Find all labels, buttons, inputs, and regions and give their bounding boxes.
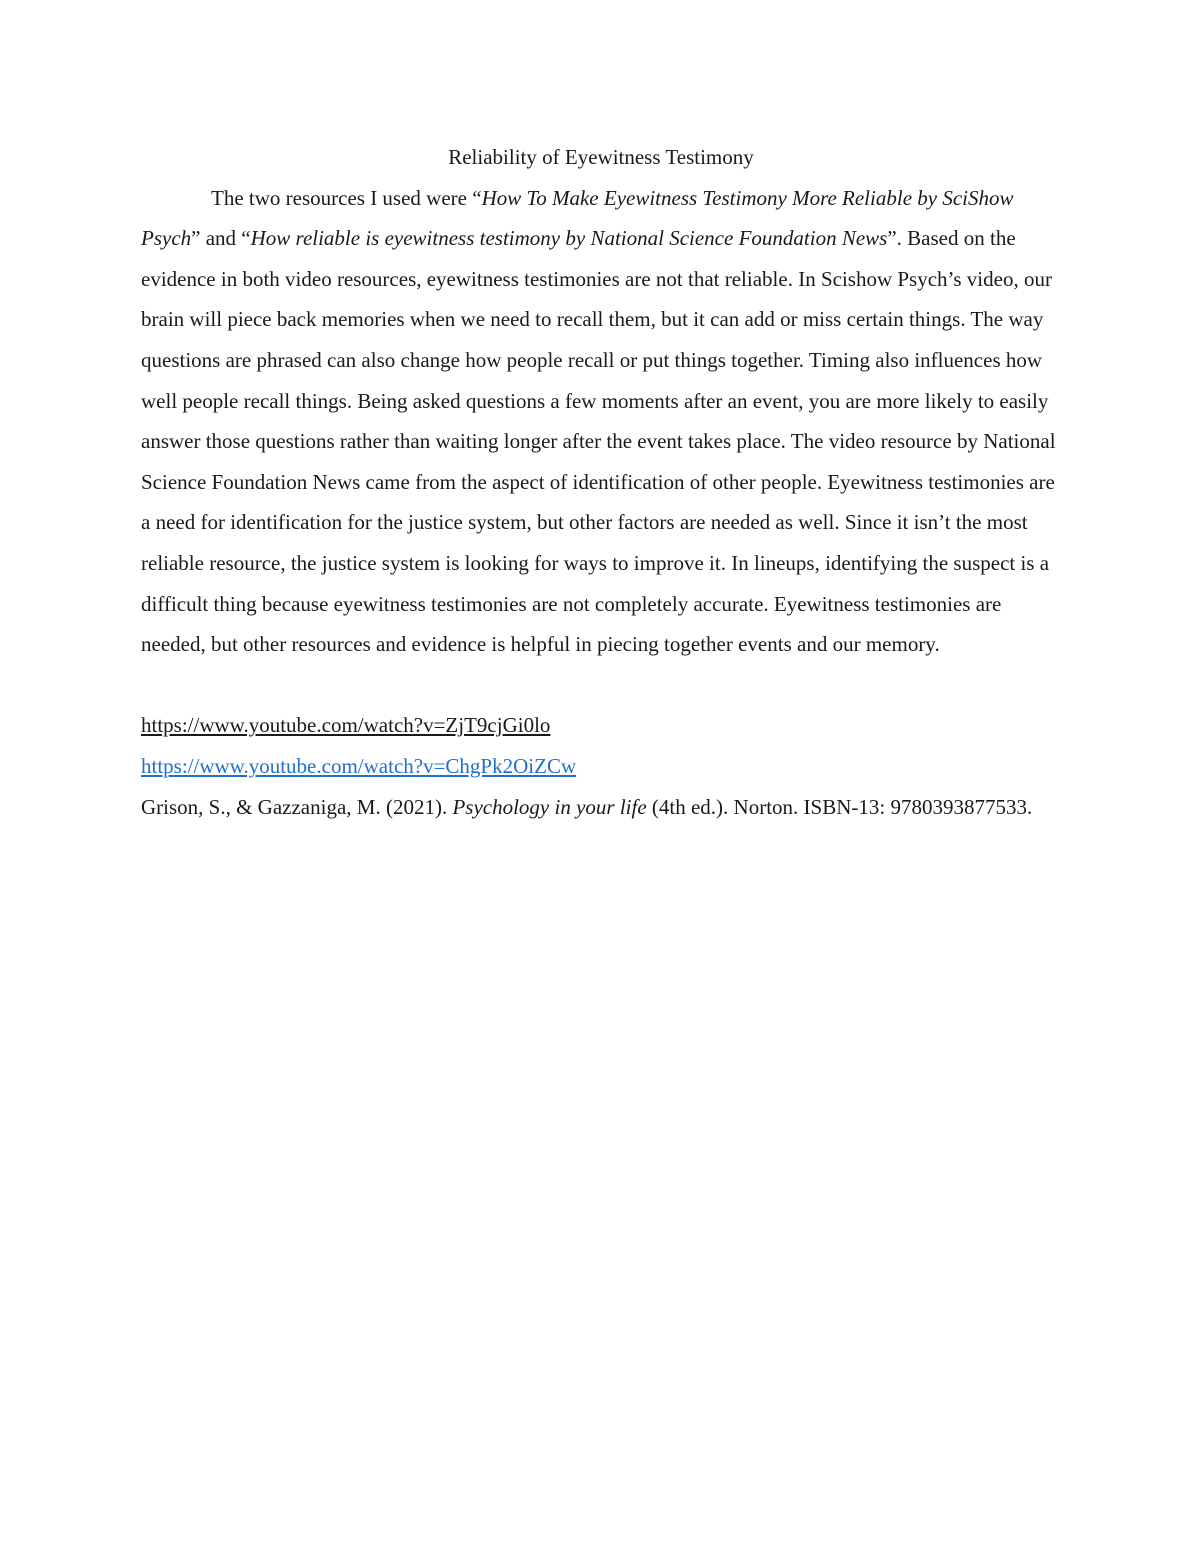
book-citation (141, 787, 1061, 828)
paragraph-between: ” and “ (191, 226, 251, 251)
source2-title: How reliable is eyewitness testimony by National Science Foundation News (250, 226, 888, 251)
document-title: Reliability of Eyewitness Testimony (448, 145, 754, 169)
reference-link-2-line (141, 746, 1061, 787)
body-paragraph (141, 178, 1061, 665)
source1-title: How To Make Eyewitness Testimony More Reliable by SciShow Psych (141, 185, 1014, 251)
reference-link-1-line (141, 705, 1061, 746)
citation-rest: (4th ed.). Norton. ISBN-13: 9780393877533. (646, 794, 1033, 819)
citation-authors: Grison, S., & Gazzaniga, M. (2021). (141, 794, 453, 819)
paragraph-intro: The two resources I used were “ (211, 185, 482, 210)
paragraph-body: ”. Based on the evidence in both video resources, eyewitness testimonies are not that reliable. In Scishow Psych’s video, our brain will piece back memories when we need to recall them, but it can add or miss certain things. The way questions are phrased can also change how people recall or put things together. Timing also influences how well people recall things. Being asked questions a few moments after an event, you are more likely to easily answer those questions rather than waiting longer after the event takes place. The video resource by National Science Foundation News came from the aspect of identification of other people. Eyewitness testimonies are a need for identification for the justice system, but other factors are needed as well. Since it isn’t the most reliable resource, the justice system is looking for ways to improve it. In lineups, identifying the suspect is a difficult thing because eyewitness testimonies are not completely accurate. Eyewitness testimonies are needed, but other resources and evidence is helpful in piecing together events and our memory. (141, 226, 1056, 657)
citation-book-title: Psychology in your life (452, 794, 647, 819)
document-page (141, 137, 1061, 827)
spacer (141, 665, 1061, 706)
reference-link-1[interactable]: https://www.youtube.com/watch?v=ZjT9cjGi0lo (141, 713, 551, 738)
reference-link-2[interactable]: https://www.youtube.com/watch?v=ChgPk2OiZCw (141, 753, 577, 778)
